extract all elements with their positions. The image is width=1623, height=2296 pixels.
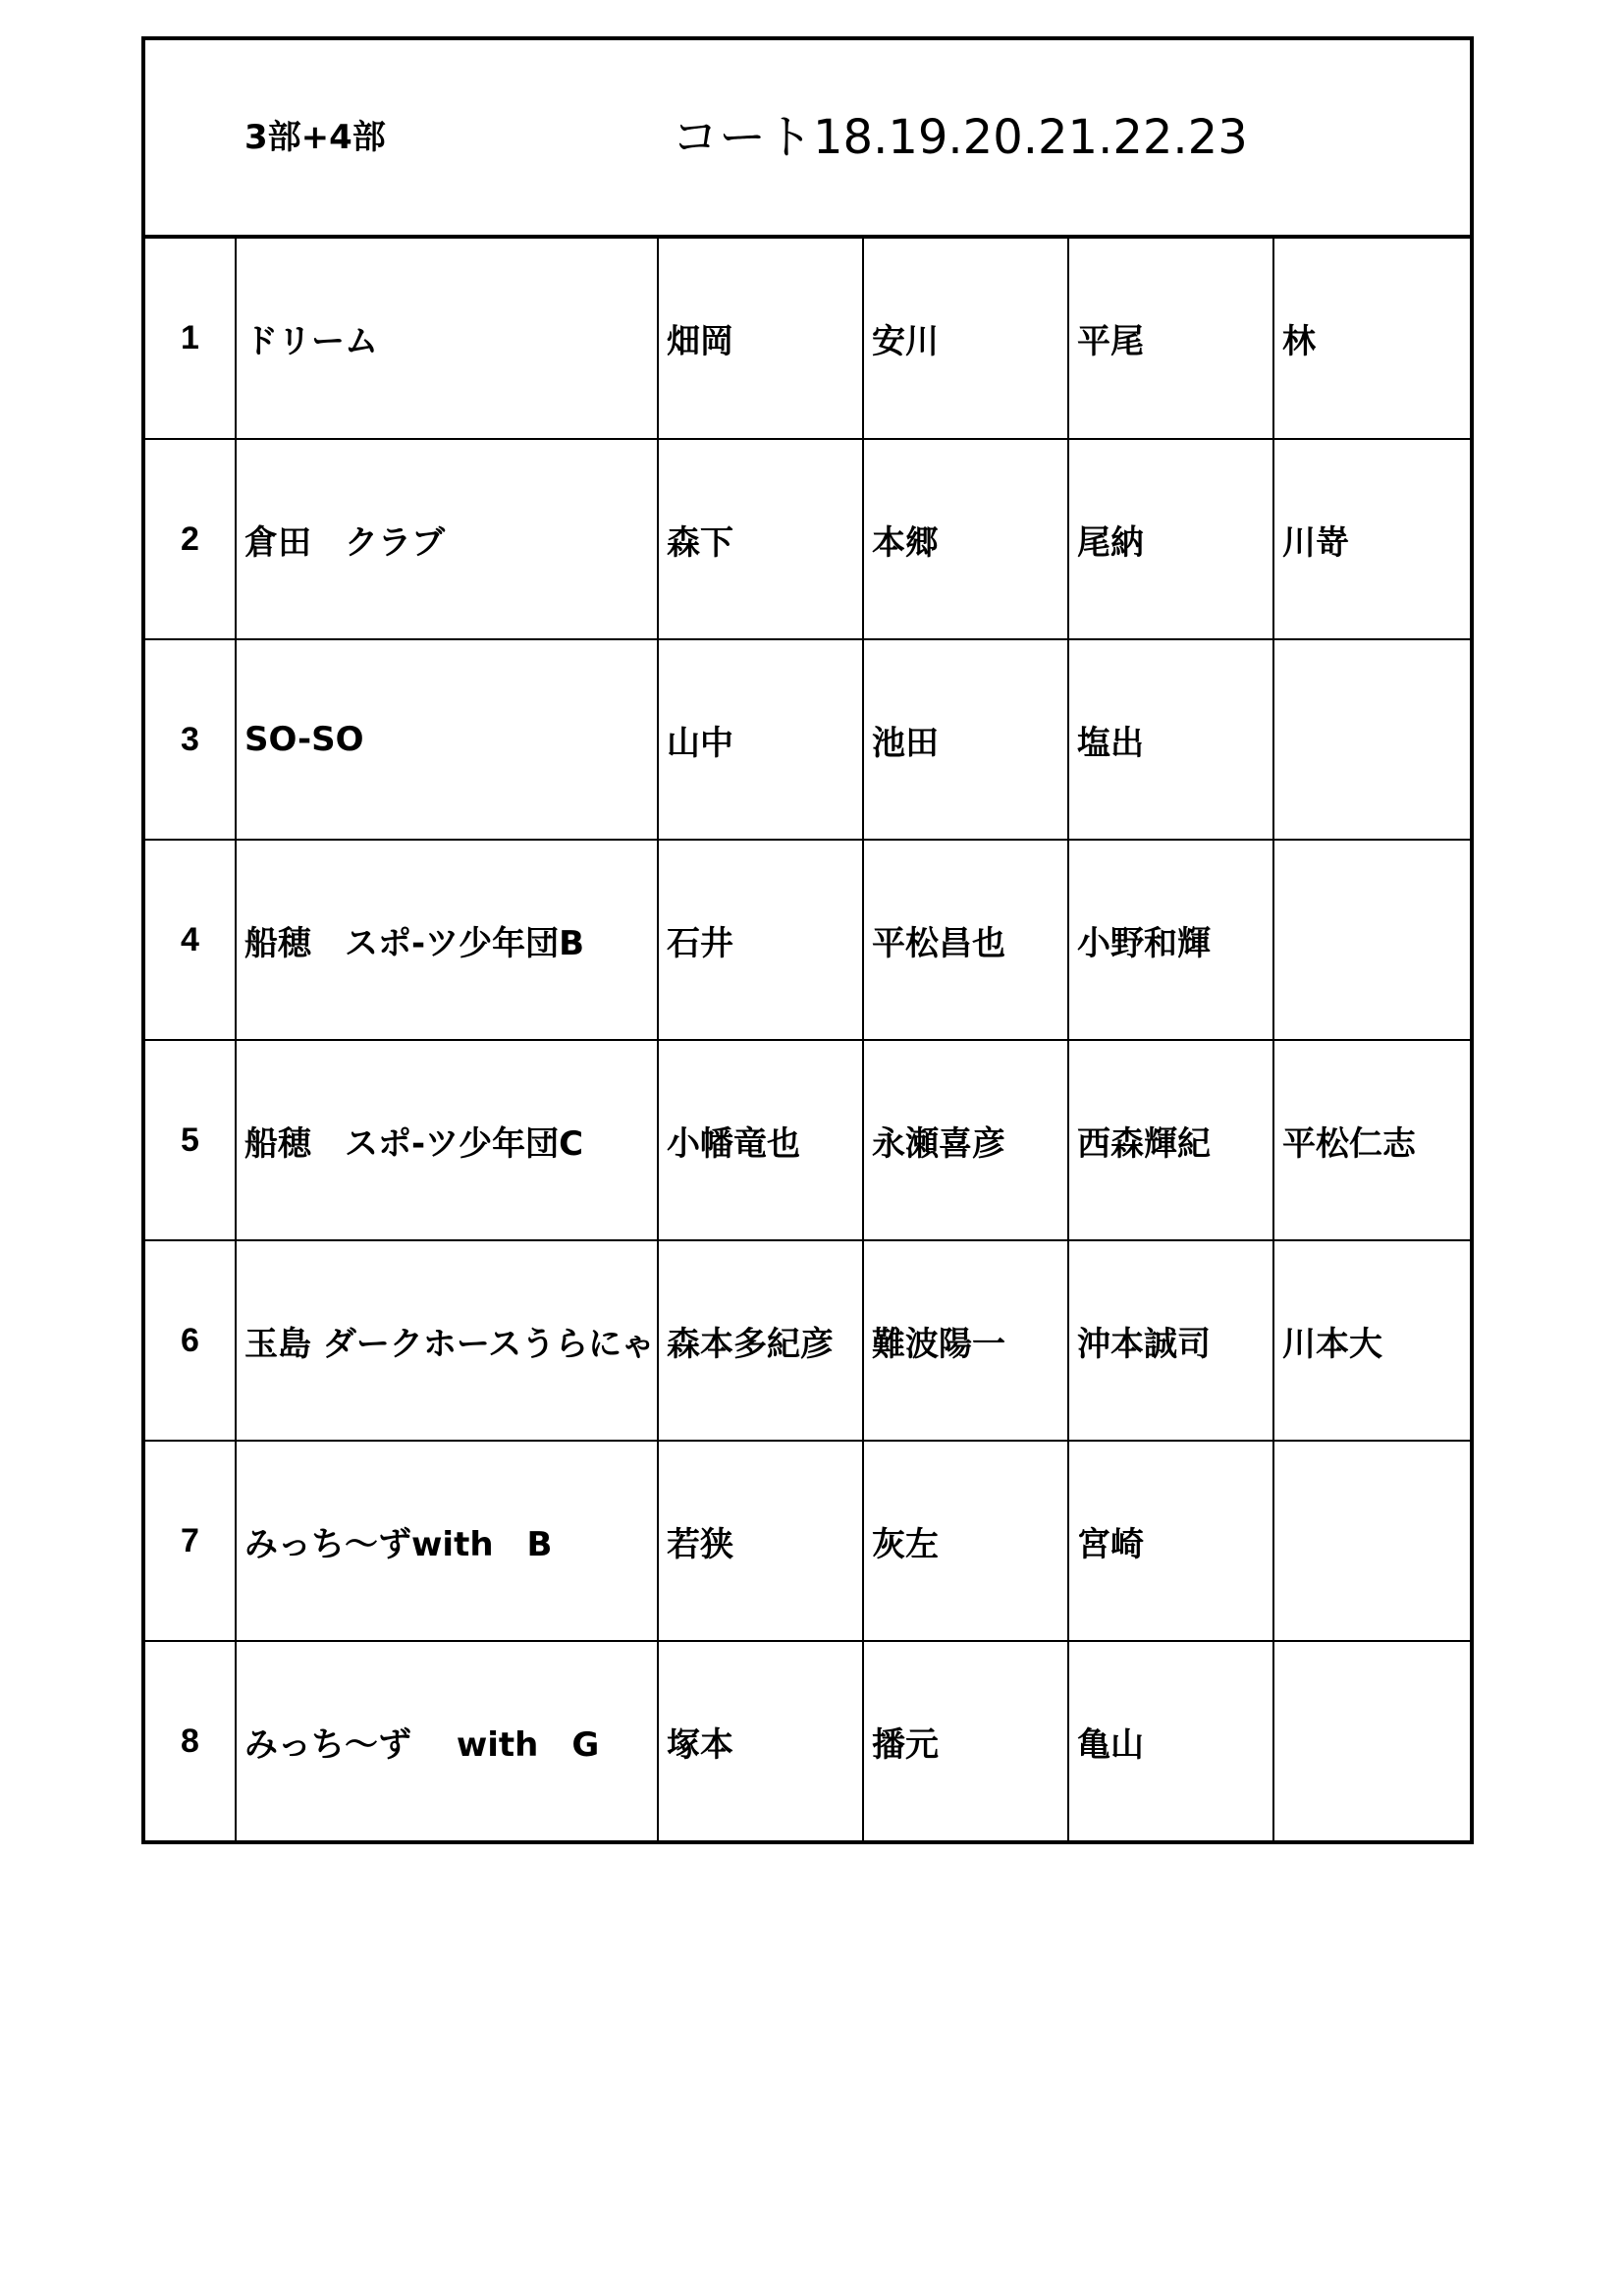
table-row: [145, 639, 1470, 840]
member-2: 難波陽一: [863, 1240, 1068, 1441]
table-row: [145, 840, 1470, 1040]
member-4: 川嵜: [1273, 439, 1470, 639]
member-1: 森下: [658, 439, 863, 639]
member-2: 灰左: [863, 1441, 1068, 1641]
division-label: 3部+4部: [244, 118, 386, 157]
team-name: ドリーム: [236, 239, 658, 439]
courts-label: コート18.19.20.21.22.23: [672, 110, 1248, 165]
member-1: 小幡竜也: [658, 1040, 863, 1240]
member-3: 沖本誠司: [1068, 1240, 1273, 1441]
roster-sheet: [141, 36, 1474, 1844]
member-3: 尾納: [1068, 439, 1273, 639]
sheet-header: [145, 40, 1470, 239]
table-row: [145, 1441, 1470, 1641]
team-name: SO-SO: [236, 639, 658, 840]
member-4: 林: [1273, 239, 1470, 439]
member-3: 宮崎: [1068, 1441, 1273, 1641]
member-1: 森本多紀彦: [658, 1240, 863, 1441]
row-number: 3: [145, 639, 236, 840]
member-4: [1273, 840, 1470, 1040]
member-2: 平松昌也: [863, 840, 1068, 1040]
member-4: [1273, 1441, 1470, 1641]
member-4: 平松仁志: [1273, 1040, 1470, 1240]
member-1: 若狭: [658, 1441, 863, 1641]
row-number: 8: [145, 1641, 236, 1841]
member-2: 本郷: [863, 439, 1068, 639]
row-number: 7: [145, 1441, 236, 1641]
member-2: 播元: [863, 1641, 1068, 1841]
row-number: 5: [145, 1040, 236, 1240]
row-number: 1: [181, 319, 199, 356]
roster-table: [145, 239, 1470, 1841]
team-name: 玉島 ダークホースうらにゃ: [236, 1240, 658, 1441]
member-2: 永瀬喜彦: [863, 1040, 1068, 1240]
table-row: [145, 439, 1470, 639]
member-2: 安川: [863, 239, 1068, 439]
member-1: 畑岡: [658, 239, 863, 439]
member-3: 平尾: [1068, 239, 1273, 439]
team-name: 船穂 スポ-ツ少年団B: [236, 840, 658, 1040]
table-row: [145, 1240, 1470, 1441]
member-4: [1273, 639, 1470, 840]
table-row: [145, 1641, 1470, 1841]
member-4: 川本大: [1273, 1240, 1470, 1441]
team-name: 船穂 スポ-ツ少年団C: [236, 1040, 658, 1240]
team-name: 倉田 クラブ: [236, 439, 658, 639]
row-number: 2: [145, 439, 236, 639]
row-number: 6: [145, 1240, 236, 1441]
member-1: 石井: [658, 840, 863, 1040]
table-row: [145, 1040, 1470, 1240]
member-3: 小野和輝: [1068, 840, 1273, 1040]
member-2: 池田: [863, 639, 1068, 840]
member-3: 亀山: [1068, 1641, 1273, 1841]
member-3: 塩出: [1068, 639, 1273, 840]
member-3: 西森輝紀: [1068, 1040, 1273, 1240]
member-4: [1273, 1641, 1470, 1841]
team-name: みっち～ずwith B: [236, 1441, 658, 1641]
table-row: [145, 239, 1470, 439]
member-1: 山中: [658, 639, 863, 840]
row-number: 4: [145, 840, 236, 1040]
member-1: 塚本: [658, 1641, 863, 1841]
team-name: みっち～ず with G: [236, 1641, 658, 1841]
